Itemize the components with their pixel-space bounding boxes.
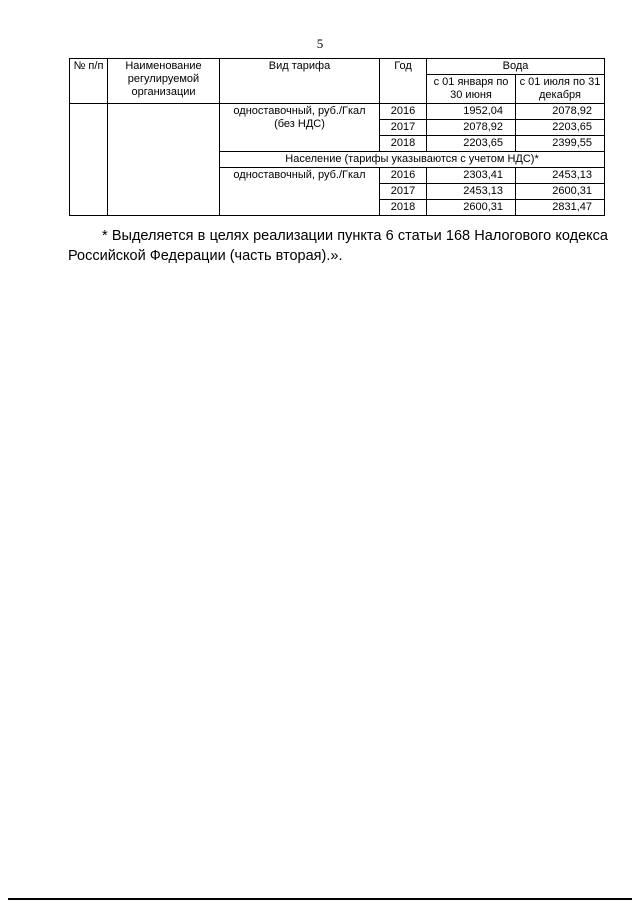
cell-value: 1952,04 (427, 104, 516, 120)
cell-value: 2453,13 (516, 168, 605, 184)
cell-year: 2018 (380, 136, 427, 152)
cell-value: 2078,92 (516, 104, 605, 120)
cell-value: 2600,31 (427, 200, 516, 216)
cell-year: 2016 (380, 168, 427, 184)
header-period-2: с 01 июля по 31 декабря (516, 75, 605, 104)
cell-org (108, 104, 220, 216)
cell-value: 2399,55 (516, 136, 605, 152)
cell-year: 2016 (380, 104, 427, 120)
header-period-1: с 01 января по 30 июня (427, 75, 516, 104)
cell-value: 2203,65 (516, 120, 605, 136)
header-num: № п/п (70, 59, 108, 104)
cell-tariff-2: одноставочный, руб./Гкал (220, 168, 380, 216)
header-org: Наименование регулируемой организации (108, 59, 220, 104)
cell-value: 2303,41 (427, 168, 516, 184)
cell-year: 2018 (380, 200, 427, 216)
cell-num (70, 104, 108, 216)
cell-value: 2453,13 (427, 184, 516, 200)
cell-value: 2078,92 (427, 120, 516, 136)
header-tariff-type: Вид тарифа (220, 59, 380, 104)
cell-value: 2600,31 (516, 184, 605, 200)
page-number: 5 (316, 36, 324, 51)
cell-value: 2831,47 (516, 200, 605, 216)
table-row (70, 104, 605, 120)
cell-year: 2017 (380, 184, 427, 200)
header-year: Год (380, 59, 427, 104)
population-row: Население (тарифы указываются с учетом НДС)* (220, 152, 605, 168)
cell-tariff-1: одноставочный, руб./Гкал (без НДС) (220, 104, 380, 152)
cell-value: 2203,65 (427, 136, 516, 152)
cell-year: 2017 (380, 120, 427, 136)
header-water: Вода (427, 59, 605, 75)
tariff-table (69, 58, 605, 216)
bottom-border (8, 898, 632, 900)
footnote: * Выделяется в целях реализации пункта 6 статьи 168 Налогового кодекса Российской Федерации (часть вторая).». (68, 228, 608, 264)
